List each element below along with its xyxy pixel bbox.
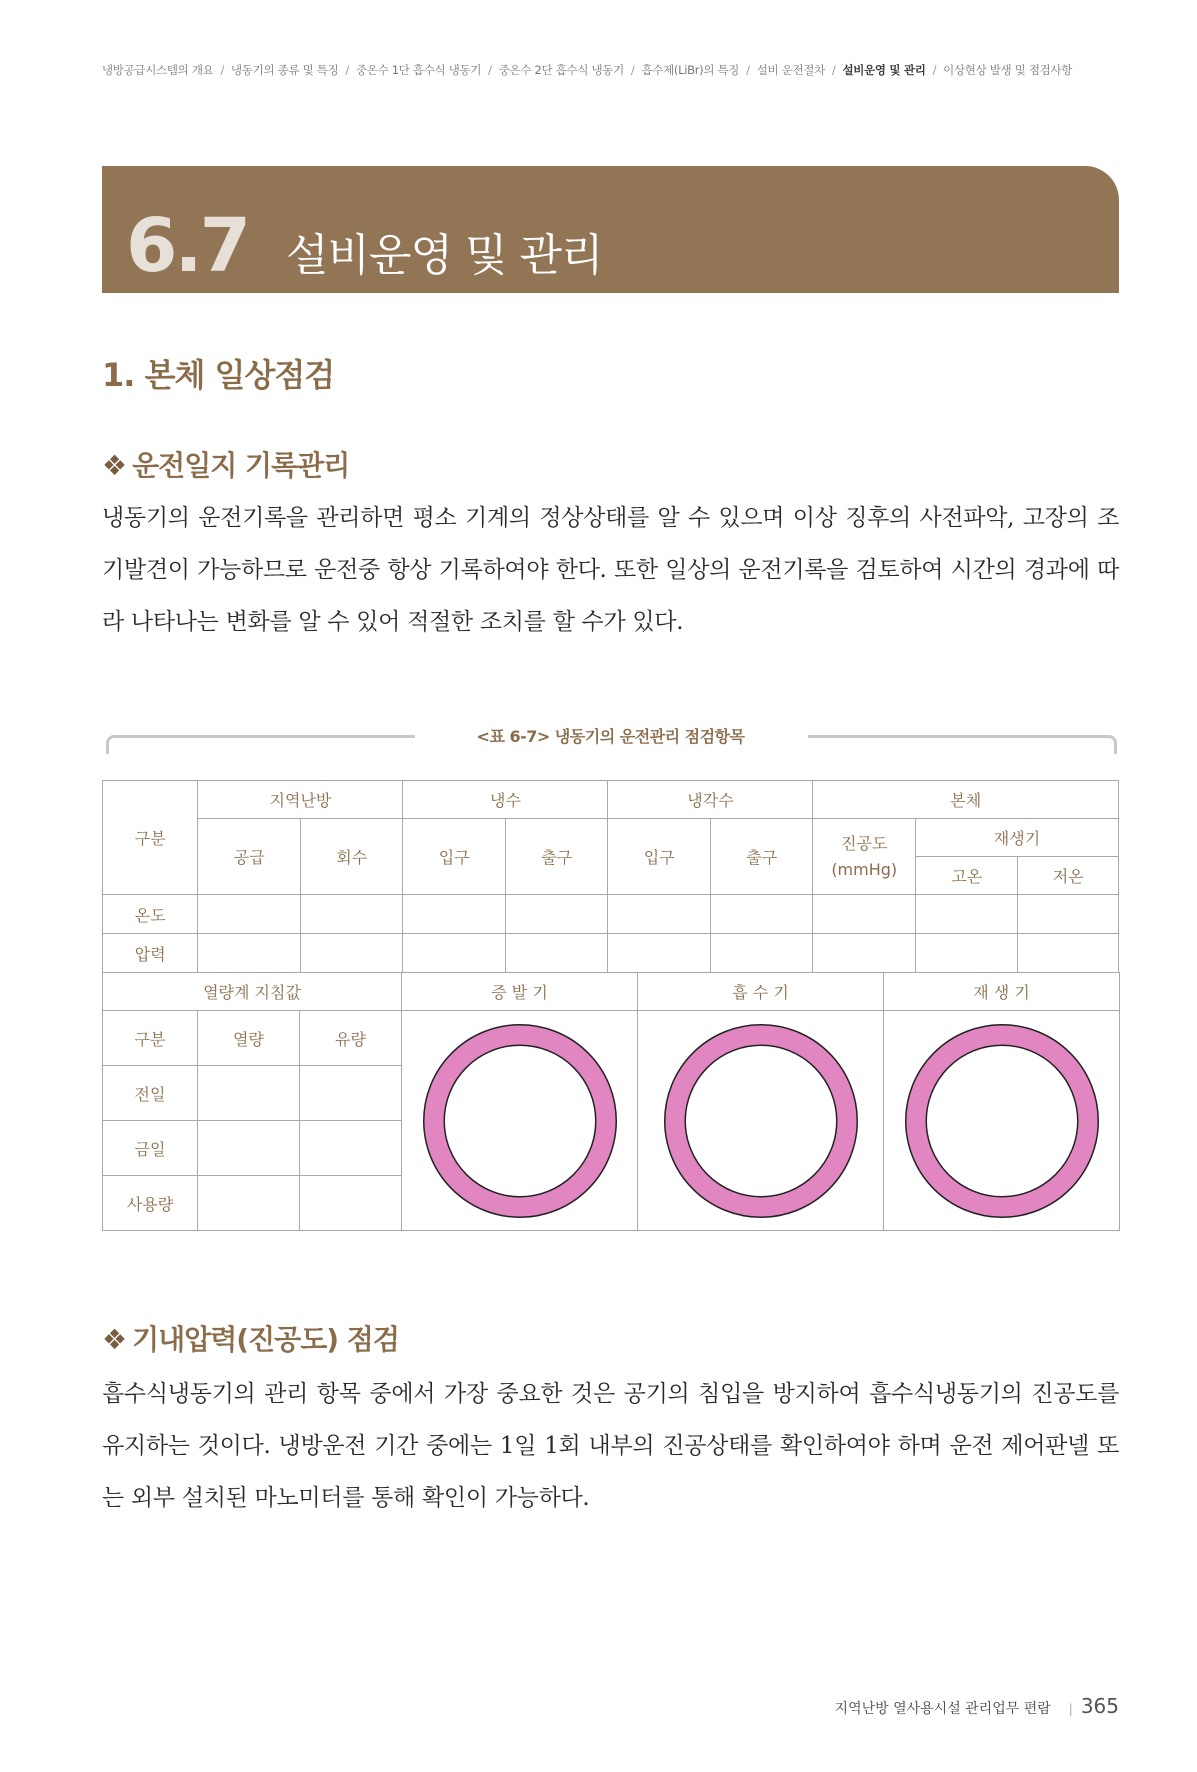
header-body: 본체 — [813, 781, 1119, 819]
breadcrumb-item[interactable]: 냉방공급시스템의 개요 — [102, 63, 214, 77]
diamond-bullet-icon: ❖ — [102, 449, 127, 482]
row-label-previous-day: 전일 — [103, 1066, 198, 1121]
header-cooling-water: 냉각수 — [608, 781, 813, 819]
header-flow-rate: 유량 — [300, 1011, 402, 1066]
header-low-temp: 저온 — [1018, 857, 1119, 895]
input-cell[interactable] — [403, 895, 506, 934]
breadcrumb-item[interactable]: 흡수제(LiBr)의 특징 — [641, 63, 740, 77]
input-cell[interactable] — [608, 934, 711, 973]
gauge-ring-icon — [422, 1023, 618, 1219]
breadcrumb-item[interactable]: 이상현상 발생 및 점검사항 — [943, 63, 1073, 77]
breadcrumb-item[interactable]: 중온수 2단 흡수식 냉동기 — [498, 63, 624, 77]
input-cell[interactable] — [300, 1176, 402, 1231]
input-cell[interactable] — [505, 934, 608, 973]
header-vacuum: 진공도 (mmHg) — [813, 819, 916, 895]
input-cell[interactable] — [813, 895, 916, 934]
input-cell[interactable] — [198, 934, 301, 973]
subsection-title-pressure — [102, 1318, 399, 1358]
breadcrumb-item-active[interactable]: 설비운영 및 관리 — [842, 63, 926, 77]
chapter-title: 설비운영 및 관리 — [286, 230, 603, 281]
row-label-today: 금일 — [103, 1121, 198, 1176]
breadcrumb-separator: / — [488, 63, 492, 77]
header-high-temp: 고온 — [915, 857, 1018, 895]
input-cell[interactable] — [1018, 934, 1119, 973]
inspection-table-bottom — [102, 972, 1120, 1231]
input-cell[interactable] — [915, 895, 1018, 934]
header-generator: 재 생 기 — [884, 973, 1120, 1011]
breadcrumb-separator: / — [932, 63, 937, 77]
subsection-title-text: 기내압력(진공도) 점검 — [132, 1323, 399, 1356]
input-cell[interactable] — [403, 934, 506, 973]
input-cell[interactable] — [198, 1121, 300, 1176]
subsection-title-text: 운전일지 기록관리 — [132, 449, 350, 482]
input-cell[interactable] — [710, 934, 813, 973]
table-caption-text: <표 6-7> 냉동기의 운전관리 점검항목 — [476, 727, 745, 746]
header-regenerator: 재생기 — [915, 819, 1118, 857]
input-cell[interactable] — [300, 895, 403, 934]
chapter-number: 6.7 — [126, 203, 249, 289]
breadcrumb-separator: / — [746, 63, 750, 77]
paragraph-pressure: 흡수식냉동기의 관리 항목 중에서 가장 중요한 것은 공기의 침입을 방지하여 흡수식냉동기의 진공도를 유지하는 것이다. 냉방운전 기간 중에는 1일 1회 내부의 진공상태를 확인하여야 하며 운전 제어판넬 또는 외부 설치된 마노미터를 통해 확인이 가능하다. — [102, 1381, 1119, 1511]
breadcrumb-separator: / — [831, 63, 836, 77]
input-cell[interactable] — [915, 934, 1018, 973]
footer-title: 지역난방 열사용시설 관리업무 편람 — [834, 1701, 1051, 1717]
input-cell[interactable] — [505, 895, 608, 934]
row-label-pressure: 압력 — [103, 934, 198, 973]
input-cell[interactable] — [198, 895, 301, 934]
input-cell[interactable] — [710, 895, 813, 934]
table-caption — [102, 721, 1119, 761]
header-gubun: 구분 — [103, 781, 198, 895]
input-cell[interactable] — [1018, 895, 1119, 934]
chapter-banner — [102, 166, 1119, 293]
breadcrumb — [102, 62, 1119, 78]
paragraph-log: 냉동기의 운전기록을 관리하면 평소 기계의 정상상태를 알 수 있으며 이상 징후의 사전파악, 고장의 조기발견이 가능하므로 운전중 항상 기록하여야 한다. 또한 일상의 운전기록을 검토하여 시간의 경과에 따라 나타나는 변화를 알 수 있어 적절한 조치를 할 수가 있다. — [102, 505, 1119, 635]
diamond-bullet-icon: ❖ — [102, 1323, 127, 1356]
page-number: 365 — [1080, 1694, 1119, 1718]
header-return: 회수 — [300, 819, 403, 895]
header-heat-meter: 열량계 지침값 — [103, 973, 402, 1011]
input-cell[interactable] — [198, 1066, 300, 1121]
breadcrumb-separator: / — [345, 63, 349, 77]
table-row — [103, 895, 1119, 934]
gauge-ring-icon — [663, 1023, 859, 1219]
header-evaporator: 증 발 기 — [402, 973, 638, 1011]
header-heat-amount: 열량 — [198, 1011, 300, 1066]
row-label-temperature: 온도 — [103, 895, 198, 934]
breadcrumb-separator: / — [220, 63, 225, 77]
row-label-usage: 사용량 — [103, 1176, 198, 1231]
input-cell[interactable] — [813, 934, 916, 973]
table-row — [103, 934, 1119, 973]
inspection-table-top — [102, 780, 1119, 973]
subsection-title-log — [102, 444, 349, 484]
gauge-cell-absorber — [638, 1011, 884, 1231]
header-chilled-outlet: 출구 — [505, 819, 608, 895]
gauge-cell-evaporator — [402, 1011, 638, 1231]
gauge-cell-generator — [884, 1011, 1120, 1231]
breadcrumb-item[interactable]: 냉동기의 종류 및 특징 — [231, 63, 339, 77]
input-cell[interactable] — [300, 1066, 402, 1121]
breadcrumb-item[interactable]: 설비 운전절차 — [756, 63, 825, 77]
footer-divider: | — [1068, 1702, 1073, 1716]
gauge-ring-icon — [904, 1023, 1100, 1219]
header-absorber: 흡 수 기 — [638, 973, 884, 1011]
section-title: 1. 본체 일상점검 — [102, 356, 335, 394]
header-supply: 공급 — [198, 819, 301, 895]
page-footer — [835, 1694, 1119, 1718]
input-cell[interactable] — [608, 895, 711, 934]
input-cell[interactable] — [300, 1121, 402, 1176]
header-cooling-inlet: 입구 — [608, 819, 711, 895]
header-district-heating: 지역난방 — [198, 781, 403, 819]
breadcrumb-separator: / — [630, 63, 635, 77]
input-cell[interactable] — [198, 1176, 300, 1231]
header-chilled-inlet: 입구 — [403, 819, 506, 895]
header-gubun-2: 구분 — [103, 1011, 198, 1066]
breadcrumb-item[interactable]: 중온수 1단 흡수식 냉동기 — [355, 63, 482, 77]
input-cell[interactable] — [300, 934, 403, 973]
header-cooling-outlet: 출구 — [710, 819, 813, 895]
header-chilled-water: 냉수 — [403, 781, 608, 819]
